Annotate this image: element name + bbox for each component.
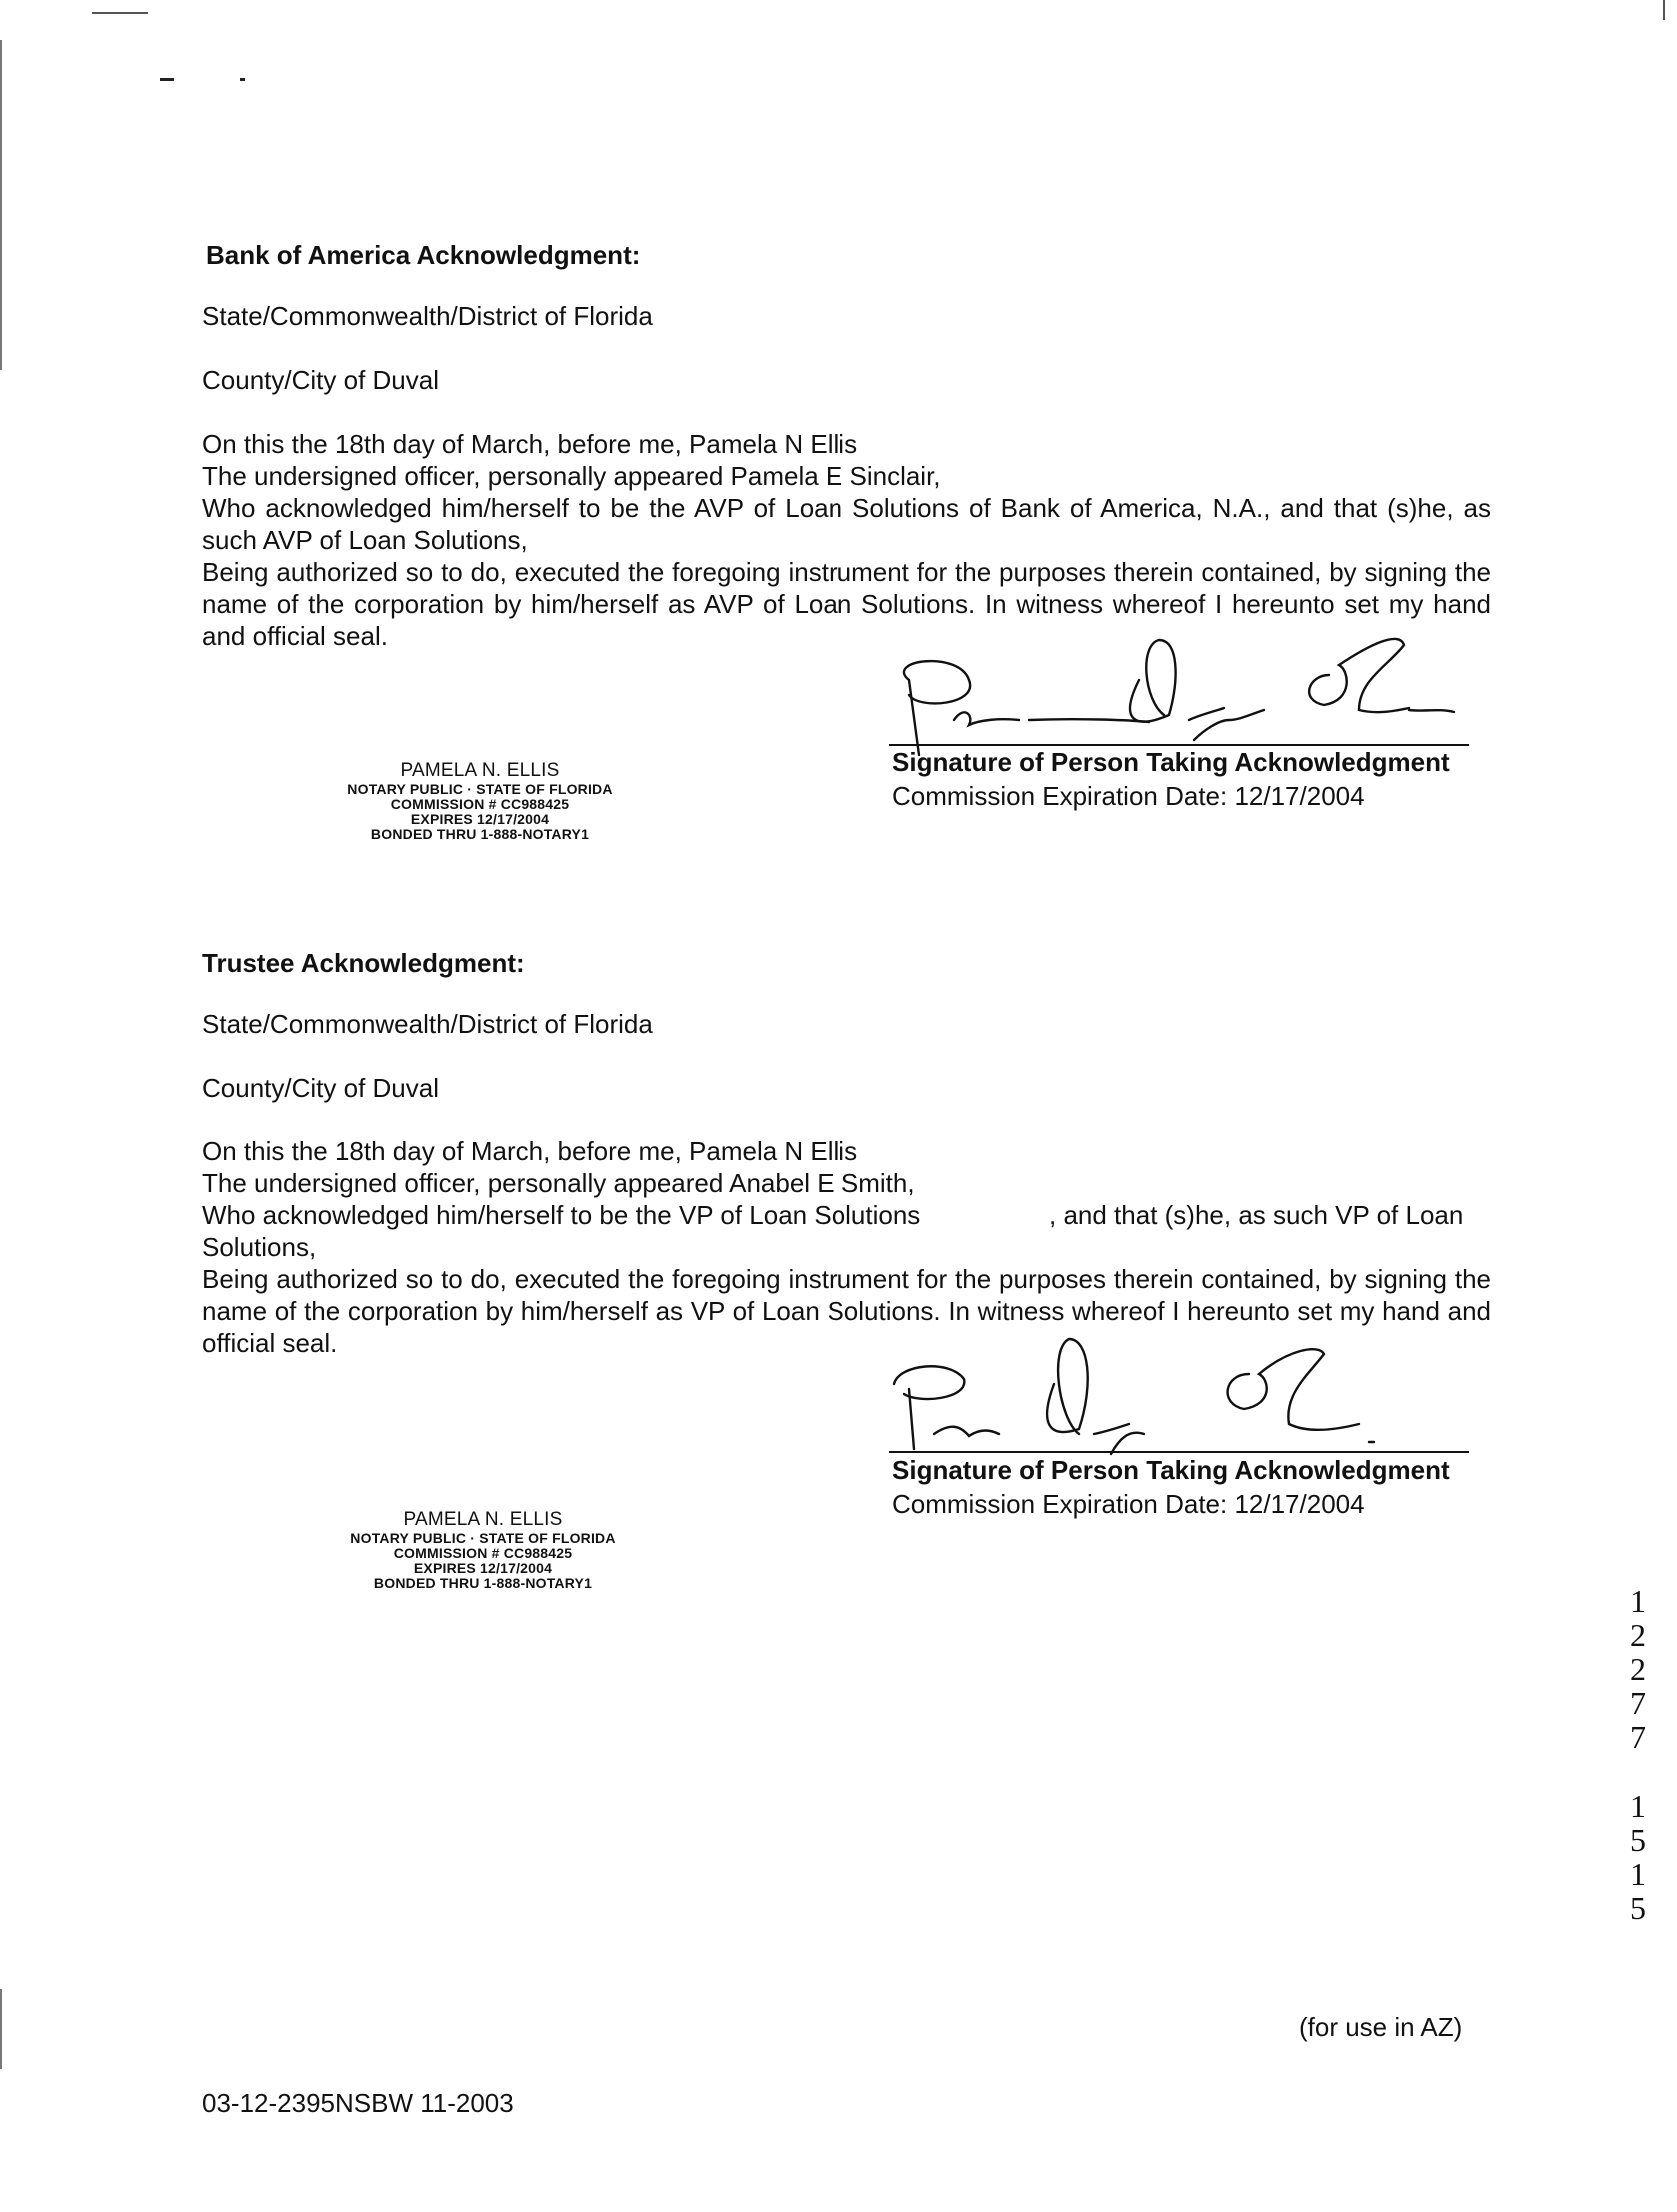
stamp-digit: 1 xyxy=(1630,1856,1646,1892)
body-paragraph: Who acknowledged him/herself to be the AVP of Loan Solutions of Bank of America, N.A., and that (s)he, as such AVP of Loan Solutions, xyxy=(202,493,1491,555)
body-line: Who acknowledged him/herself to be the VP of Loan Solutions xyxy=(202,1200,921,1230)
signature-label: Signature of Person Taking Acknowledgment xyxy=(892,1455,1450,1485)
stamp-digit: 5 xyxy=(1630,1822,1646,1858)
scan-top-dash xyxy=(92,12,148,14)
side-stamp-bottom xyxy=(1623,1789,1653,1925)
state-line: State/Commonwealth/District of Florida xyxy=(202,301,653,331)
seal-name: PAMELA N. ELLIS xyxy=(403,1509,563,1530)
section-heading: Bank of America Acknowledgment: xyxy=(206,240,641,270)
commission-expiration: Commission Expiration Date: 12/17/2004 xyxy=(892,1489,1365,1519)
state-line: State/Commonwealth/District of Florida xyxy=(202,1009,653,1039)
notary-seal xyxy=(300,760,660,842)
use-note: (for use in AZ) xyxy=(1299,2012,1463,2042)
seal-line: COMMISSION # CC988425 xyxy=(393,1545,573,1561)
body-line: Solutions, xyxy=(202,1232,317,1262)
stamp-digit: 7 xyxy=(1630,1719,1646,1755)
scan-right-line xyxy=(1663,0,1665,20)
body-line: , and that (s)he, as such VP of Loan xyxy=(1049,1200,1464,1230)
body-paragraph: Being authorized so to do, executed the foregoing instrument for the purposes therein contained, by signing the name of the corporation by him/herself as VP of Loan Solutions. In witness whereof I hereunto set my hand and official seal. xyxy=(202,1264,1491,1358)
stamp-digit: 1 xyxy=(1630,1583,1646,1619)
body-line: The undersigned officer, personally appeared Pamela E Sinclair, xyxy=(202,461,941,491)
stamp-digit: 7 xyxy=(1630,1685,1646,1721)
form-number: 03-12-2395NSBW 11-2003 xyxy=(202,2088,514,2118)
body-line: The undersigned officer, personally appeared Anabel E Smith, xyxy=(202,1168,915,1198)
seal-line: BONDED THRU 1-888-NOTARY1 xyxy=(370,826,590,842)
stamp-digit: 2 xyxy=(1630,1651,1646,1687)
body-line: On this the 18th day of March, before me, Pamela N Ellis xyxy=(202,429,858,459)
stamp-digit: 1 xyxy=(1630,1788,1646,1824)
county-line: County/City of Duval xyxy=(202,1073,439,1103)
signature-label: Signature of Person Taking Acknowledgment xyxy=(892,747,1450,777)
side-stamp-top xyxy=(1623,1584,1653,1754)
seal-line: COMMISSION # CC988425 xyxy=(390,796,570,812)
seal-line: EXPIRES 12/17/2004 xyxy=(410,811,550,827)
commission-expiration: Commission Expiration Date: 12/17/2004 xyxy=(892,781,1365,811)
notary-signature-2 xyxy=(879,1324,1419,1464)
scan-speck xyxy=(160,78,174,81)
seal-name: PAMELA N. ELLIS xyxy=(400,760,560,781)
seal-line: BONDED THRU 1-888-NOTARY1 xyxy=(373,1575,593,1591)
section-heading: Trustee Acknowledgment: xyxy=(202,948,525,978)
seal-line: NOTARY PUBLIC · STATE OF FLORIDA xyxy=(350,1530,616,1546)
seal-line: EXPIRES 12/17/2004 xyxy=(413,1560,553,1576)
seal-line: NOTARY PUBLIC · STATE OF FLORIDA xyxy=(347,781,613,797)
scan-edge-line xyxy=(0,40,2,370)
body-paragraph: Being authorized so to do, executed the foregoing instrument for the purposes therein contained, by signing the name of the corporation by him/herself as AVP of Loan Solutions. In witness whereof I hereunto set my hand and official seal. xyxy=(202,557,1491,651)
signature-line xyxy=(889,1451,1469,1453)
scan-edge-line xyxy=(0,1989,2,2069)
stamp-digit: 5 xyxy=(1630,1890,1646,1926)
notary-seal xyxy=(303,1509,663,1591)
county-line: County/City of Duval xyxy=(202,365,439,395)
stamp-digit: 2 xyxy=(1630,1617,1646,1653)
body-line: On this the 18th day of March, before me, Pamela N Ellis xyxy=(202,1136,858,1166)
scan-speck xyxy=(240,78,245,81)
notary-signature-1 xyxy=(879,620,1479,760)
